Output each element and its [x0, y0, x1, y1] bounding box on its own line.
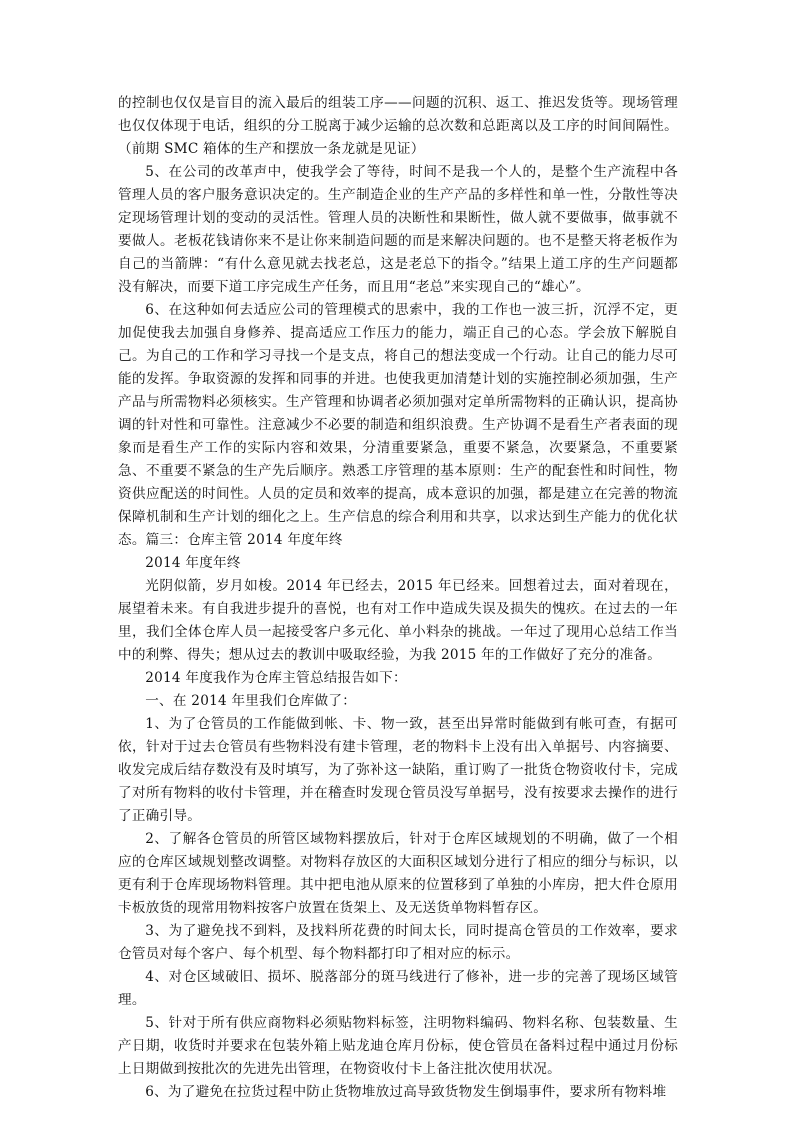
paragraph-task-6: 6、为了避免在拉货过程中防止货物堆放过高导致货物发生倒塌事件，要求所有物料堆	[145, 1084, 667, 1100]
paragraph-intro: 的控制也仅仅是盲目的流入最后的组装工序——问题的沉积、返工、推迟发货等。现场管理也仅仅体现于电话，组织的分工脱离于减少运输的总次数和总距离以及工序的时间间隔性。（前期 SMC 箱体的生产和摆放一条龙就是见证）	[118, 95, 678, 157]
paragraph-task-2: 2、了解各仓管员的所管区域物料摆放后，针对于仓库区域规划的不明确，做了一个相应的仓库区域规划整改调整。对物料存放区的大面积区域划分进行了相应的细分与标识，以更有利于仓库现场物料管理。其中把电池从原来的位置移到了单独的小库房，把大件仓原用卡板放货的现常用物料按客户放置在货架上、及无送货单物料暂存区。	[118, 831, 678, 916]
report-intro: 2014 年度我作为仓库主管总结报告如下：	[145, 670, 407, 686]
paragraph-item-5: 5、在公司的改革声中，使我学会了等待，时间不是我一个人的，是整个生产流程中各管理人员的客户服务意识决定的。生产制造企业的生产产品的多样性和单一性，分散性等决定现场管理计划的变动的灵活性。管理人员的决断性和果断性，做人就不要做事，做事就不要做人。老板花钱请你来不是让你来制造问题的而是来解决问题的。也不是整天将老板作为自己的当箭牌：“有什么意见就去找老总，这是老总下的指令。”结果上道工序的生产问题都没有解决，而要下道工序完成生产任务，而且用“老总”来实现自己的“雄心”。	[118, 164, 678, 295]
section-heading: 2014 年度年终	[145, 555, 241, 571]
paragraph-task-1: 1、为了仓管员的工作能做到帐、卡、物一致，甚至出异常时能做到有帐可查，有据可依，针对于过去仓管员有些物料没有建卡管理，老的物料卡上没有出入单据号、内容摘要、收发完成后结存数没有及时填写，为了弥补这一缺陷，重订购了一批货仓物资收付卡，完成了对所有物料的收付卡管理，并在稽查时发现仓管员没写单据号，没有按要求去操作的进行了正确引导。	[118, 716, 678, 824]
paragraph-task-5: 5、针对于所有供应商物料必须贴物料标签，注明物料编码、物料名称、包装数量、生产日期，收货时并要求在包装外箱上贴龙迪仓库月份标，使仓管员在备料过程中通过月份标上日期做到按批次的先进先出管理，在物资收付卡上备注批次使用状况。	[118, 1015, 678, 1077]
paragraph-task-4: 4、对仓区域破旧、损坏、脱落部分的斑马线进行了修补，进一步的完善了现场区域管理。	[118, 969, 678, 1008]
paragraph-review: 光阴似箭，岁月如梭。2014 年已经去，2015 年已经来。回想着过去，面对着现在，展望着未来。有自我进步提升的喜悦，也有对工作中造成失误及损失的愧疚。在过去的一年里，我们全体仓库人员一起接受客户多元化、单小料杂的挑战。一年过了现用心总结工作当中的利弊、得失；想从过去的教训中吸取经验，为我 2015 年的工作做好了充分的准备。	[118, 578, 678, 663]
subheading-done: 一、在 2014 年里我们仓库做了：	[145, 693, 357, 709]
paragraph-item-6: 6、在这种如何去适应公司的管理模式的思索中，我的工作也一波三折，沉浮不定，更加促使我去加强自身修养、提高适应工作压力的能力，端正自己的心态。学会放下解脱自己。为自己的工作和学习寻找一个是支点，将自己的想法变成一个行动。让自己的能力尽可能的发挥。争取资源的发挥和同事的并进。也使我更加清楚计划的实施控制必须加强，生产产品与所需物料必须核实。生产管理和协调者必须加强对定单所需物料的正确认识，提高协调的针对性和可靠性。注意减少不必要的制造和组织浪费。生产协调不是看生产者表面的现象而是看生产工作的实际内容和效果，分清重要紧急，重要不紧急，次要紧急，不重要紧急、不重要不紧急的生产先后顺序。熟悉工序管理的基本原则：生产的配套性和时间性，物资供应配送的时间性。人员的定员和效率的提高，成本意识的加强，都是建立在完善的物流保障机制和生产计划的细化之上。生产信息的综合利用和共享，以求达到生产能力的优化状态。篇三：仓库主管 2014 年度年终	[118, 302, 678, 548]
paragraph-task-3: 3、为了避免找不到料，及找料所花费的时间太长，同时提高仓管员的工作效率，要求仓管员对每个客户、每个机型、每个物料都打印了相对应的标示。	[118, 923, 678, 962]
document-page	[118, 92, 678, 1104]
